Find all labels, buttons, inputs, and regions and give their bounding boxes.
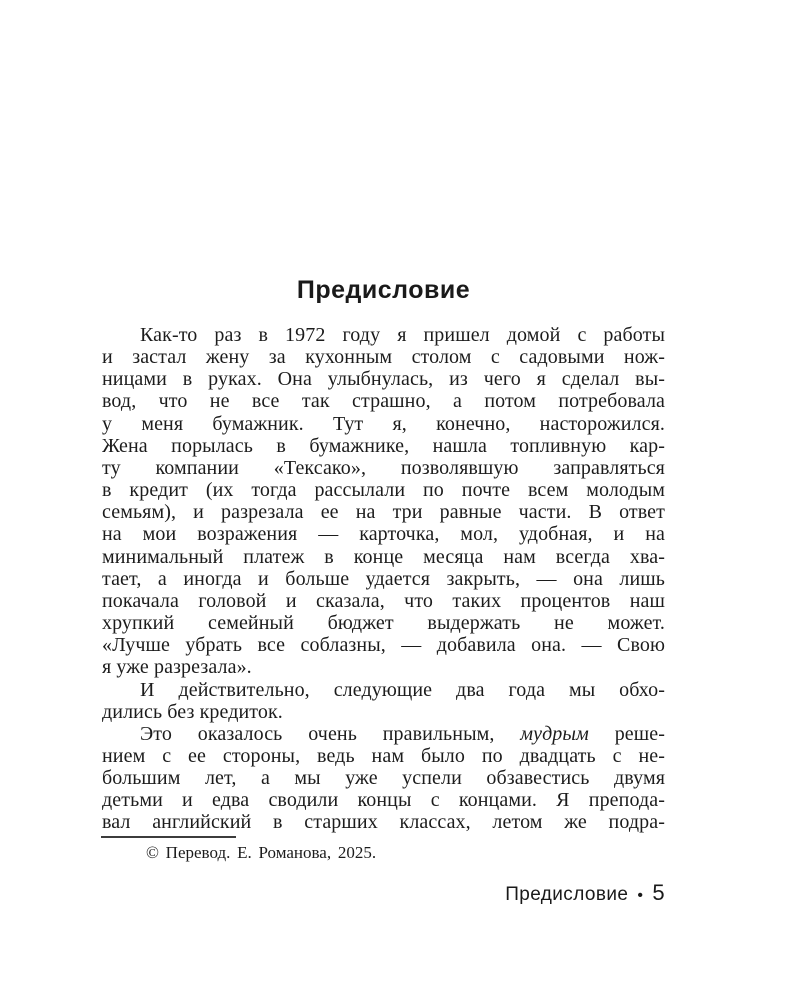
bullet-separator-icon: • (637, 887, 644, 904)
text-line: и застал жену за кухонным столом с садовыми нож- (102, 346, 665, 369)
text-line: И действительно, следующие два года мы обхо- (140, 678, 665, 701)
text-line: ницами в руках. Она улыбнулась, из чего я сделал вы- (102, 368, 665, 391)
footnote-divider (101, 836, 236, 838)
text-line (102, 723, 665, 745)
text-line: ту компании «Тексако», позволявшую заправляться (102, 456, 665, 479)
text-line: на мои возражения — карточка, мол, удобная, и на (102, 523, 665, 546)
text-line: семьям), и разрезала ее на три равные части. В ответ (102, 501, 665, 524)
text-line: нием с ее стороны, ведь нам было по двадцать с не- (102, 744, 665, 767)
page-number: 5 (652, 880, 665, 905)
text-line: «Лучше убрать все соблазны, — добавила она. — Свою (102, 634, 665, 657)
italic-text-run: мудрым (520, 722, 589, 745)
paragraph-1 (102, 324, 665, 679)
text-run: реше- (588, 722, 666, 745)
text-line: Как-то раз в 1972 году я пришел домой с работы (140, 324, 665, 346)
text-line: тает, а иногда и больше удается закрыть, — она лишь (102, 567, 665, 590)
paragraph-2 (102, 679, 665, 723)
text-line: минимальный платеж в конце месяца нам всегда хва- (102, 545, 665, 568)
text-line: детьми и едва сводили концы с концами. Я препода- (102, 789, 665, 812)
page-footer (102, 880, 665, 906)
paragraph-3 (102, 723, 665, 834)
text-line: большим лет, а мы уже успели обзавестись двумя (102, 767, 665, 790)
copyright-notice: © Перевод. Е. Романова, 2025. (146, 843, 377, 862)
text-line: хрупкий семейный бюджет выдержать не может. (102, 612, 665, 635)
body-text (102, 324, 665, 834)
text-line: в кредит (их тогда рассылали по почте всем молодым (102, 479, 665, 502)
footer-section-label: Предисловие (505, 884, 629, 905)
text-line: я уже разрезала». (102, 656, 252, 679)
text-line: покачала головой и сказала, что таких процентов наш (102, 589, 665, 612)
text-line: вал английский в старших классах, летом же подра- (102, 811, 665, 834)
text-line: вод, что не все так страшно, а потом потребовала (102, 390, 665, 413)
text-line: у меня бумажник. Тут я, конечно, насторожился. (102, 412, 665, 435)
chapter-heading: Предисловие (296, 276, 471, 304)
footnote (102, 843, 665, 863)
text-run: Это оказалось очень правильным, (140, 722, 521, 745)
text-line: дились без кредиток. (102, 700, 283, 723)
text-line: Жена порылась в бумажнике, нашла топливную кар- (102, 434, 665, 457)
